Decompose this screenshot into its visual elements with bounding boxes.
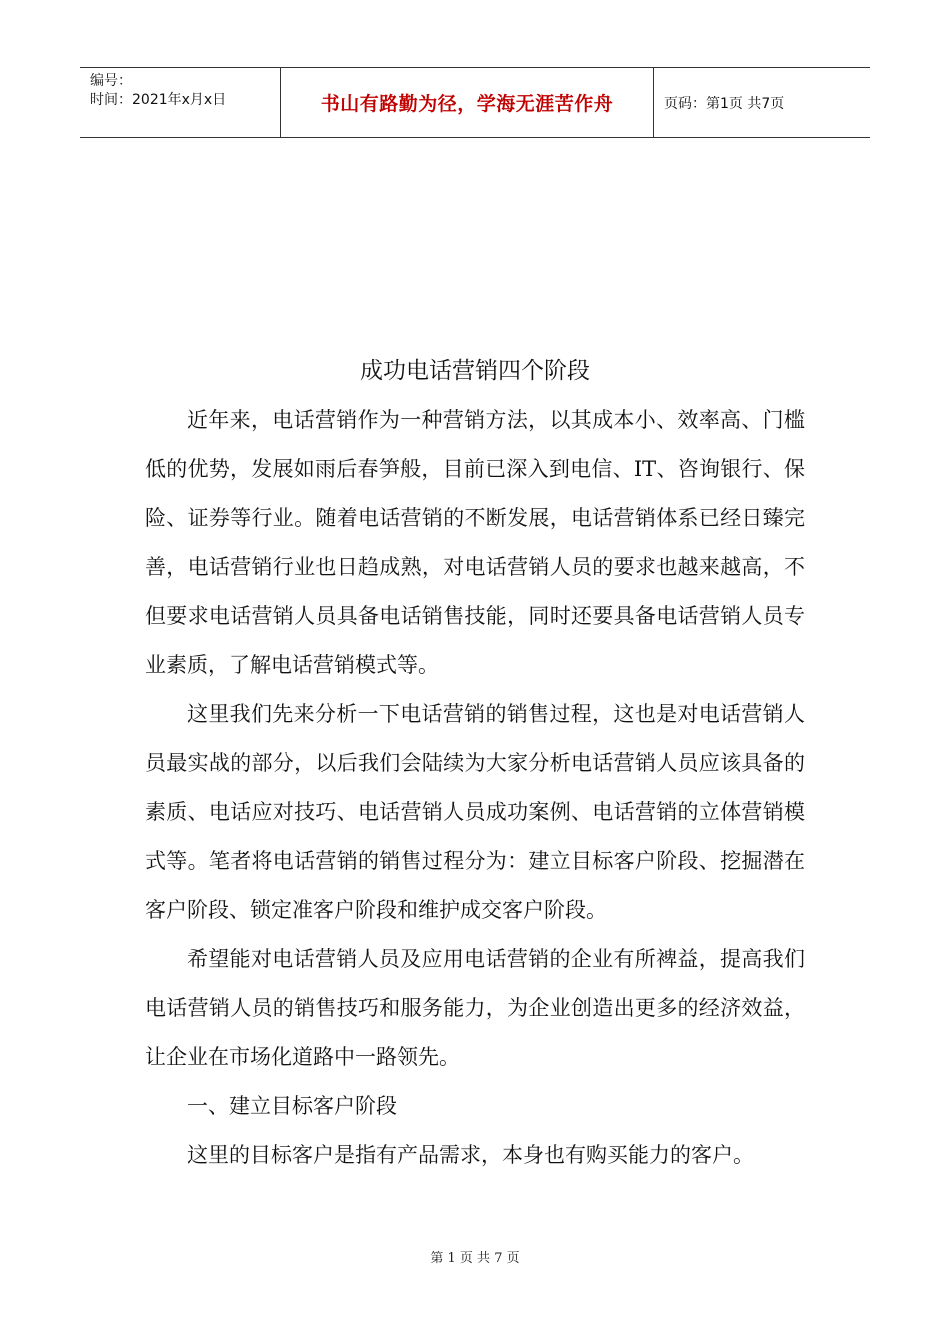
header-info-cell [80,68,281,137]
motto: 书山有路勤为径，学海无涯苦作舟 [281,68,654,137]
paragraph: 希望能对电话营销人员及应用电话营销的企业有所裨益，提高我们电话营销人员的销售技巧和服务能力，为企业创造出更多的经济效益，让企业在市场化道路中一路领先。 [145,947,805,1069]
page-header [80,67,870,138]
section-heading: 一、建立目标客户阶段 [187,1094,397,1118]
paragraph: 近年来，电话营销作为一种营销方法，以其成本小、效率高、门槛低的优势，发展如雨后春笋般，目前已深入到电信、IT、咨询银行、保险、证券等行业。随着电话营销的不断发展，电话营销体系已经日臻完善，电话营销行业也日趋成熟，对电话营销人员的要求也越来越高，不但要求电话营销人员具备电话销售技能，同时还要具备电话营销人员专业素质，了解电话营销模式等。 [145,408,805,677]
paragraph: 这里的目标客户是指有产品需求，本身也有购买能力的客户。 [187,1143,754,1167]
date-label: 时间：2021年x月x日 [90,92,227,108]
page-footer: 第 1 页 共 7 页 [430,1251,520,1266]
document-body [145,396,805,1180]
code-label: 编号： [90,73,132,89]
paragraph: 这里我们先来分析一下电话营销的销售过程，这也是对电话营销人员最实战的部分，以后我们会陆续为大家分析电话营销人员应该具备的素质、电话应对技巧、电话营销人员成功案例、电话营销的立体营销模式等。笔者将电话营销的销售过程分为：建立目标客户阶段、挖掘潜在客户阶段、锁定准客户阶段和维护成交客户阶段。 [145,702,805,922]
document-title: 成功电话营销四个阶段 [360,358,590,384]
header-page-code: 页码：第1页 共7页 [664,95,785,112]
